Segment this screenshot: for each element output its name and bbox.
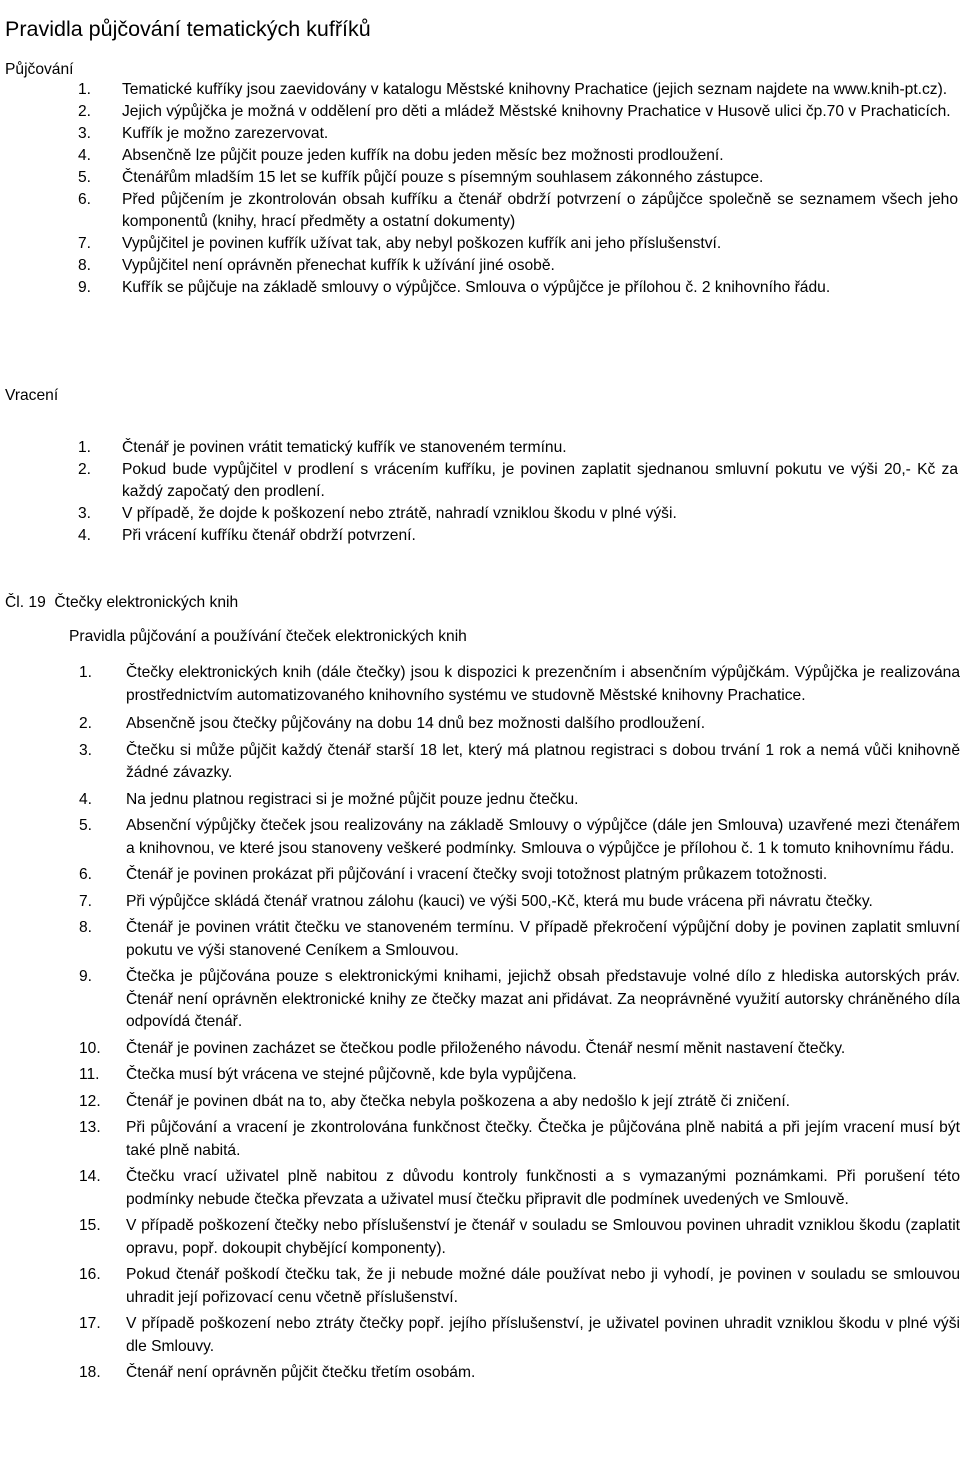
list-item: [0, 1064, 960, 1087]
list-item: [0, 189, 958, 233]
item-text: Pokud bude vypůjčitel v prodlení s vrácením kufříku, je povinen zaplatit sjednanou smluvní pokutu ve výši 20,- Kč za každý započatý den prodlení.: [122, 461, 958, 500]
item-text: Vypůjčitel je povinen kufřík užívat tak, aby nebyl poškozen kufřík ani jeho příslušenství.: [122, 235, 722, 252]
list-item: [0, 1362, 960, 1385]
item-text: Čtenářům mladším 15 let se kufřík půjčí pouze s písemným souhlasem zákonného zástupce.: [122, 169, 764, 186]
item-number: 2.: [79, 715, 93, 732]
list-item: [0, 1117, 960, 1162]
item-number: 18.: [79, 1364, 101, 1381]
item-number: 5.: [78, 169, 92, 186]
item-number: 4.: [78, 147, 92, 164]
item-text: Při půjčování a vracení je zkontrolována funkčnost čtečky. Čtečka je půjčována plně nabitá a při jejím vracení musí být také plně nabitá.: [126, 1119, 960, 1159]
item-text: Čtečku si může půjčit každý čtenář starší 18 let, který má platnou registraci s dobou trvání 1 rok a nemá vůči knihovně žádné závazky.: [126, 741, 960, 781]
item-text: Čtenář není oprávněn půjčit čtečku třetím osobám.: [126, 1364, 476, 1381]
item-text: Čtečka musí být vrácena ve stejné půjčovně, kde byla vypůjčena.: [126, 1066, 577, 1083]
list-item: [0, 1215, 960, 1260]
ctecky-list: [0, 662, 960, 1385]
item-text: Čtenář je povinen prokázat při půjčování i vracení čtečky svoji totožnost platným průkazem totožnosti.: [126, 866, 828, 883]
list-item: [0, 1091, 960, 1114]
item-number: 11.: [79, 1066, 100, 1083]
item-number: 1.: [78, 81, 92, 98]
section-label-pujcovani: Půjčování: [5, 61, 74, 78]
item-number: 10.: [79, 1039, 101, 1057]
item-number: 4.: [78, 527, 92, 544]
list-item: [0, 1038, 960, 1061]
list-item: [0, 459, 958, 503]
item-number: 6.: [79, 866, 93, 883]
item-text: Čtečka je půjčována pouze s elektronickými knihami, jejichž obsah představuje volné dílo z hlediska autorských práv. Čtenář není oprávněn elektronické knihy ze čtečky mazat ani přidávat. Za neoprávněné využití autorsky chráněného díla odpovídá čtenář.: [126, 968, 960, 1030]
item-text: Při výpůjčce skládá čtenář vratnou zálohu (kauci) ve výši 500,-Kč, která mu bude vrácena při návratu čtečky.: [126, 892, 873, 910]
item-number: 1.: [79, 664, 93, 681]
section-label-vraceni: Vracení: [5, 387, 59, 404]
pujcovani-list: [0, 79, 958, 299]
list-item: [0, 145, 958, 167]
item-number: 16.: [79, 1266, 101, 1283]
item-number: 1.: [78, 439, 92, 456]
list-item: [0, 789, 960, 812]
list-item: [0, 525, 958, 547]
list-item: [0, 1264, 960, 1309]
rules-subheading: Pravidla půjčování a používání čteček elektronických knih: [69, 628, 467, 645]
item-text: Před půjčením je zkontrolován obsah kufříku a čtenář obdrží potvrzení o zápůjčce společně se seznamem všech jeho komponentů (knihy, hrací předměty a ostatní dokumenty): [122, 191, 958, 230]
item-number: 4.: [79, 790, 93, 808]
item-text: Čtečku vrací uživatel plně nabitou z důvodu kontroly funkčnosti a s vymazanými poznámkami. Při porušení této podmínky nebude čtečka převzata a uživatel musí čtečku připravit dle podmínek uvedených ve Smlouvě.: [126, 1168, 960, 1208]
list-item: [0, 966, 960, 1034]
list-item: [0, 123, 958, 145]
list-item: [0, 1166, 960, 1211]
item-number: 7.: [79, 892, 93, 910]
list-item: [0, 917, 960, 962]
item-text: Tematické kufříky jsou zaevidovány v katalogu Městské knihovny Prachatice (jejich seznam najdete na www.knih-pt.cz).: [122, 81, 948, 98]
item-text: V případě, že dojde k poškození nebo ztrátě, nahradí vzniklou škodu v plné výši.: [122, 505, 677, 522]
item-number: 3.: [78, 125, 92, 142]
item-number: 17.: [79, 1315, 101, 1332]
item-number: 9.: [78, 279, 92, 296]
item-number: 9.: [79, 968, 93, 985]
item-number: 8.: [79, 919, 93, 936]
item-text: Při vrácení kufříku čtenář obdrží potvrzení.: [122, 527, 416, 544]
item-number: 15.: [79, 1217, 101, 1234]
item-text: Jejich výpůjčka je možná v oddělení pro děti a mládež Městské knihovny Prachatice v Husově ulici čp.70 v Prachaticích.: [122, 103, 951, 120]
item-text: Vypůjčitel není oprávněn přenechat kufřík k užívání jiné osobě.: [122, 257, 555, 274]
list-item: [0, 713, 960, 736]
list-item: [0, 437, 958, 459]
page-title: Pravidla půjčování tematických kufříků: [5, 17, 371, 42]
item-text: Čtenář je povinen zacházet se čtečkou podle přiloženého návodu. Čtenář nesmí měnit nastavení čtečky.: [126, 1039, 846, 1057]
item-number: 5.: [79, 817, 93, 834]
item-text: Na jednu platnou registraci si je možné půjčit pouze jednu čtečku.: [126, 790, 579, 808]
list-item: [0, 740, 960, 785]
item-number: 14.: [79, 1168, 101, 1185]
item-text: Čtenář je povinen dbát na to, aby čtečka nebyla poškozena a aby nedošlo k její ztrátě či zničení.: [126, 1092, 791, 1110]
list-item: [0, 79, 958, 101]
item-number: 12.: [79, 1092, 101, 1110]
item-number: 7.: [78, 235, 92, 252]
list-item: [0, 167, 958, 189]
item-number: 8.: [78, 257, 92, 274]
item-text: Pokud čtenář poškodí čtečku tak, že ji nebude možné dále používat nebo ji vyhodí, je povinen v souladu se smlouvou uhradit její pořizovací cenu včetně příslušenství.: [126, 1266, 960, 1306]
item-text: V případě poškození nebo ztráty čtečky popř. jejího příslušenství, je uživatel povinen uhradit vzniklou škodu v plné výši dle Smlouvy.: [126, 1315, 960, 1355]
item-number: 2.: [78, 103, 92, 120]
item-text: Absenční výpůjčky čteček jsou realizovány na základě Smlouvy o výpůjčce (dále jen Smlouva) uzavřené mezi čtenářem a knihovnou, ve které jsou stanoveny veškeré podmínky. Smlouva o výpůjčce je přílohou č. 1 k tomuto knihovnímu řádu.: [126, 817, 960, 857]
vraceni-list: [0, 437, 958, 547]
list-item: [0, 864, 960, 887]
item-text: Čtenář je povinen vrátit čtečku ve stanoveném termínu. V případě překročení výpůjční doby je povinen zaplatit smluvní pokutu ve výši stanovené Ceníkem a Smlouvou.: [126, 919, 960, 959]
item-number: 6.: [78, 191, 92, 208]
item-text: Čtečky elektronických knih (dále čtečky) jsou k dispozici k prezenčním i absenčním výpůjčkám. Výpůjčka je realizována prostřednictvím automatizovaného knihovního systému ve studovně Městské knihovny Prachatice.: [126, 664, 960, 704]
list-item: [0, 815, 960, 860]
item-text: Kufřík se půjčuje na základě smlouvy o výpůjčce. Smlouva o výpůjčce je přílohou č. 2 knihovního řádu.: [122, 279, 831, 296]
item-number: 3.: [78, 505, 92, 522]
list-item: [0, 277, 958, 299]
item-number: 3.: [79, 741, 93, 759]
list-item: [0, 1313, 960, 1358]
item-number: 2.: [78, 461, 92, 478]
list-item: [0, 662, 960, 707]
item-text: V případě poškození čtečky nebo příslušenství je čtenář v souladu se Smlouvou povinen uhradit vzniklou škodu (zaplatit opravu, popř. dokoupit chybějící komponenty).: [126, 1217, 960, 1257]
list-item: [0, 255, 958, 277]
article-heading: Čl. 19 Čtečky elektronických knih: [5, 594, 239, 611]
item-text: Absenčně jsou čtečky půjčovány na dobu 14 dnů bez možnosti dalšího prodloužení.: [126, 715, 706, 732]
item-text: Čtenář je povinen vrátit tematický kufřík ve stanoveném termínu.: [122, 439, 567, 456]
item-text: Absenčně lze půjčit pouze jeden kufřík na dobu jeden měsíc bez možnosti prodloužení.: [122, 147, 724, 164]
list-item: [0, 503, 958, 525]
list-item: [0, 233, 958, 255]
item-number: 13.: [79, 1119, 101, 1136]
list-item: [0, 101, 958, 123]
item-text: Kufřík je možno zarezervovat.: [122, 125, 329, 142]
list-item: [0, 891, 960, 914]
